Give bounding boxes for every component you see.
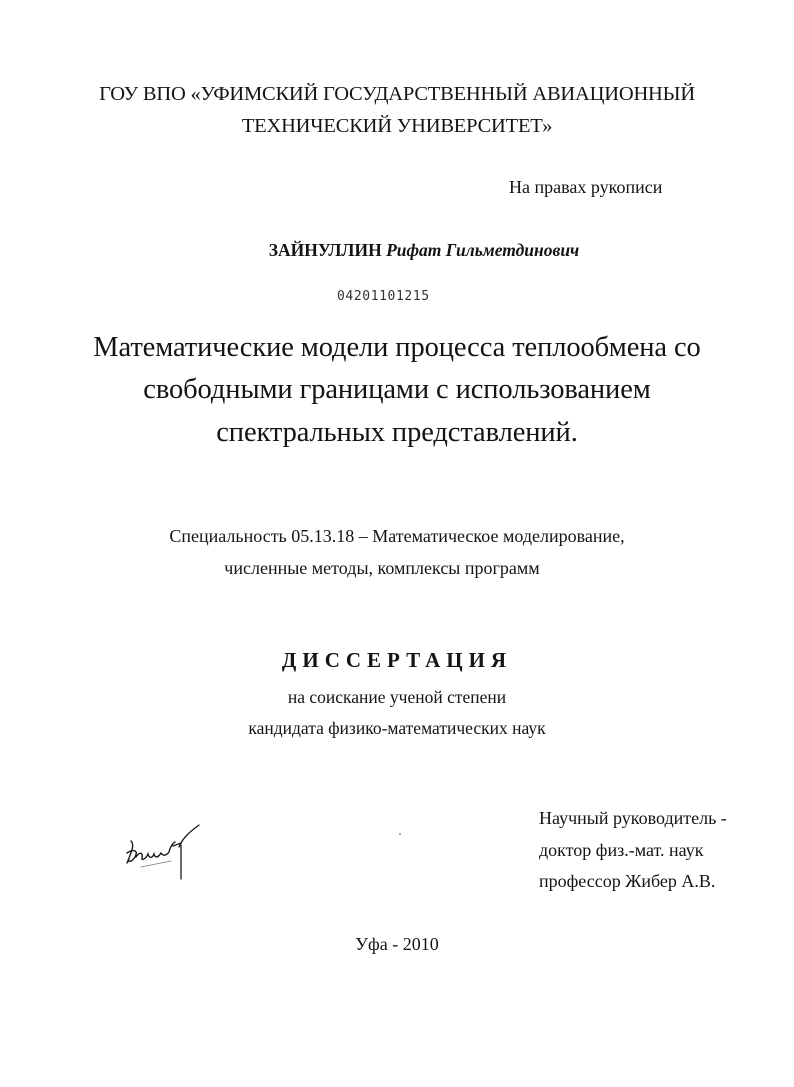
specialty-line-1: Специальность 05.13.18 – Математическое моделирование, (169, 526, 625, 546)
university-name-line-2: ТЕХНИЧЕСКИЙ УНИВЕРСИТЕТ» (241, 115, 553, 137)
thesis-title-line-2: свободными границами с использованием (143, 374, 651, 405)
university-name-line-1: ГОУ ВПО «УФИМСКИЙ ГОСУДАРСТВЕННЫЙ АВИАЦИОННЫЙ (99, 83, 695, 105)
specialty-line-2: численные методы, комплексы программ (224, 558, 540, 578)
degree-line-1: на соискание ученой степени (287, 687, 507, 707)
supervisor-role: Научный руководитель - (539, 808, 727, 828)
author-name (0, 240, 794, 261)
thesis-title-line-1: Математические модели процесса теплообмена со (93, 332, 701, 363)
registration-code: 04201101215 (337, 289, 430, 304)
degree-line-2: кандидата физико-математических наук (248, 718, 546, 738)
document-type-heading: ДИССЕРТАЦИЯ (281, 648, 513, 672)
author-surname: ЗАЙНУЛЛИН (268, 240, 382, 260)
supervisor-degree: доктор физ.-мат. наук (539, 840, 704, 860)
city-year: Уфа - 2010 (355, 934, 439, 954)
author-given-names: Рифат Гильметдинович (386, 240, 580, 260)
supervisor-name: профессор Жибер А.В. (539, 871, 716, 891)
manuscript-rights-note: На правах рукописи (509, 177, 663, 197)
handwritten-signature-icon (121, 823, 203, 881)
thesis-title-line-3: спектральных представлений. (216, 417, 578, 448)
scan-speck (399, 833, 401, 835)
